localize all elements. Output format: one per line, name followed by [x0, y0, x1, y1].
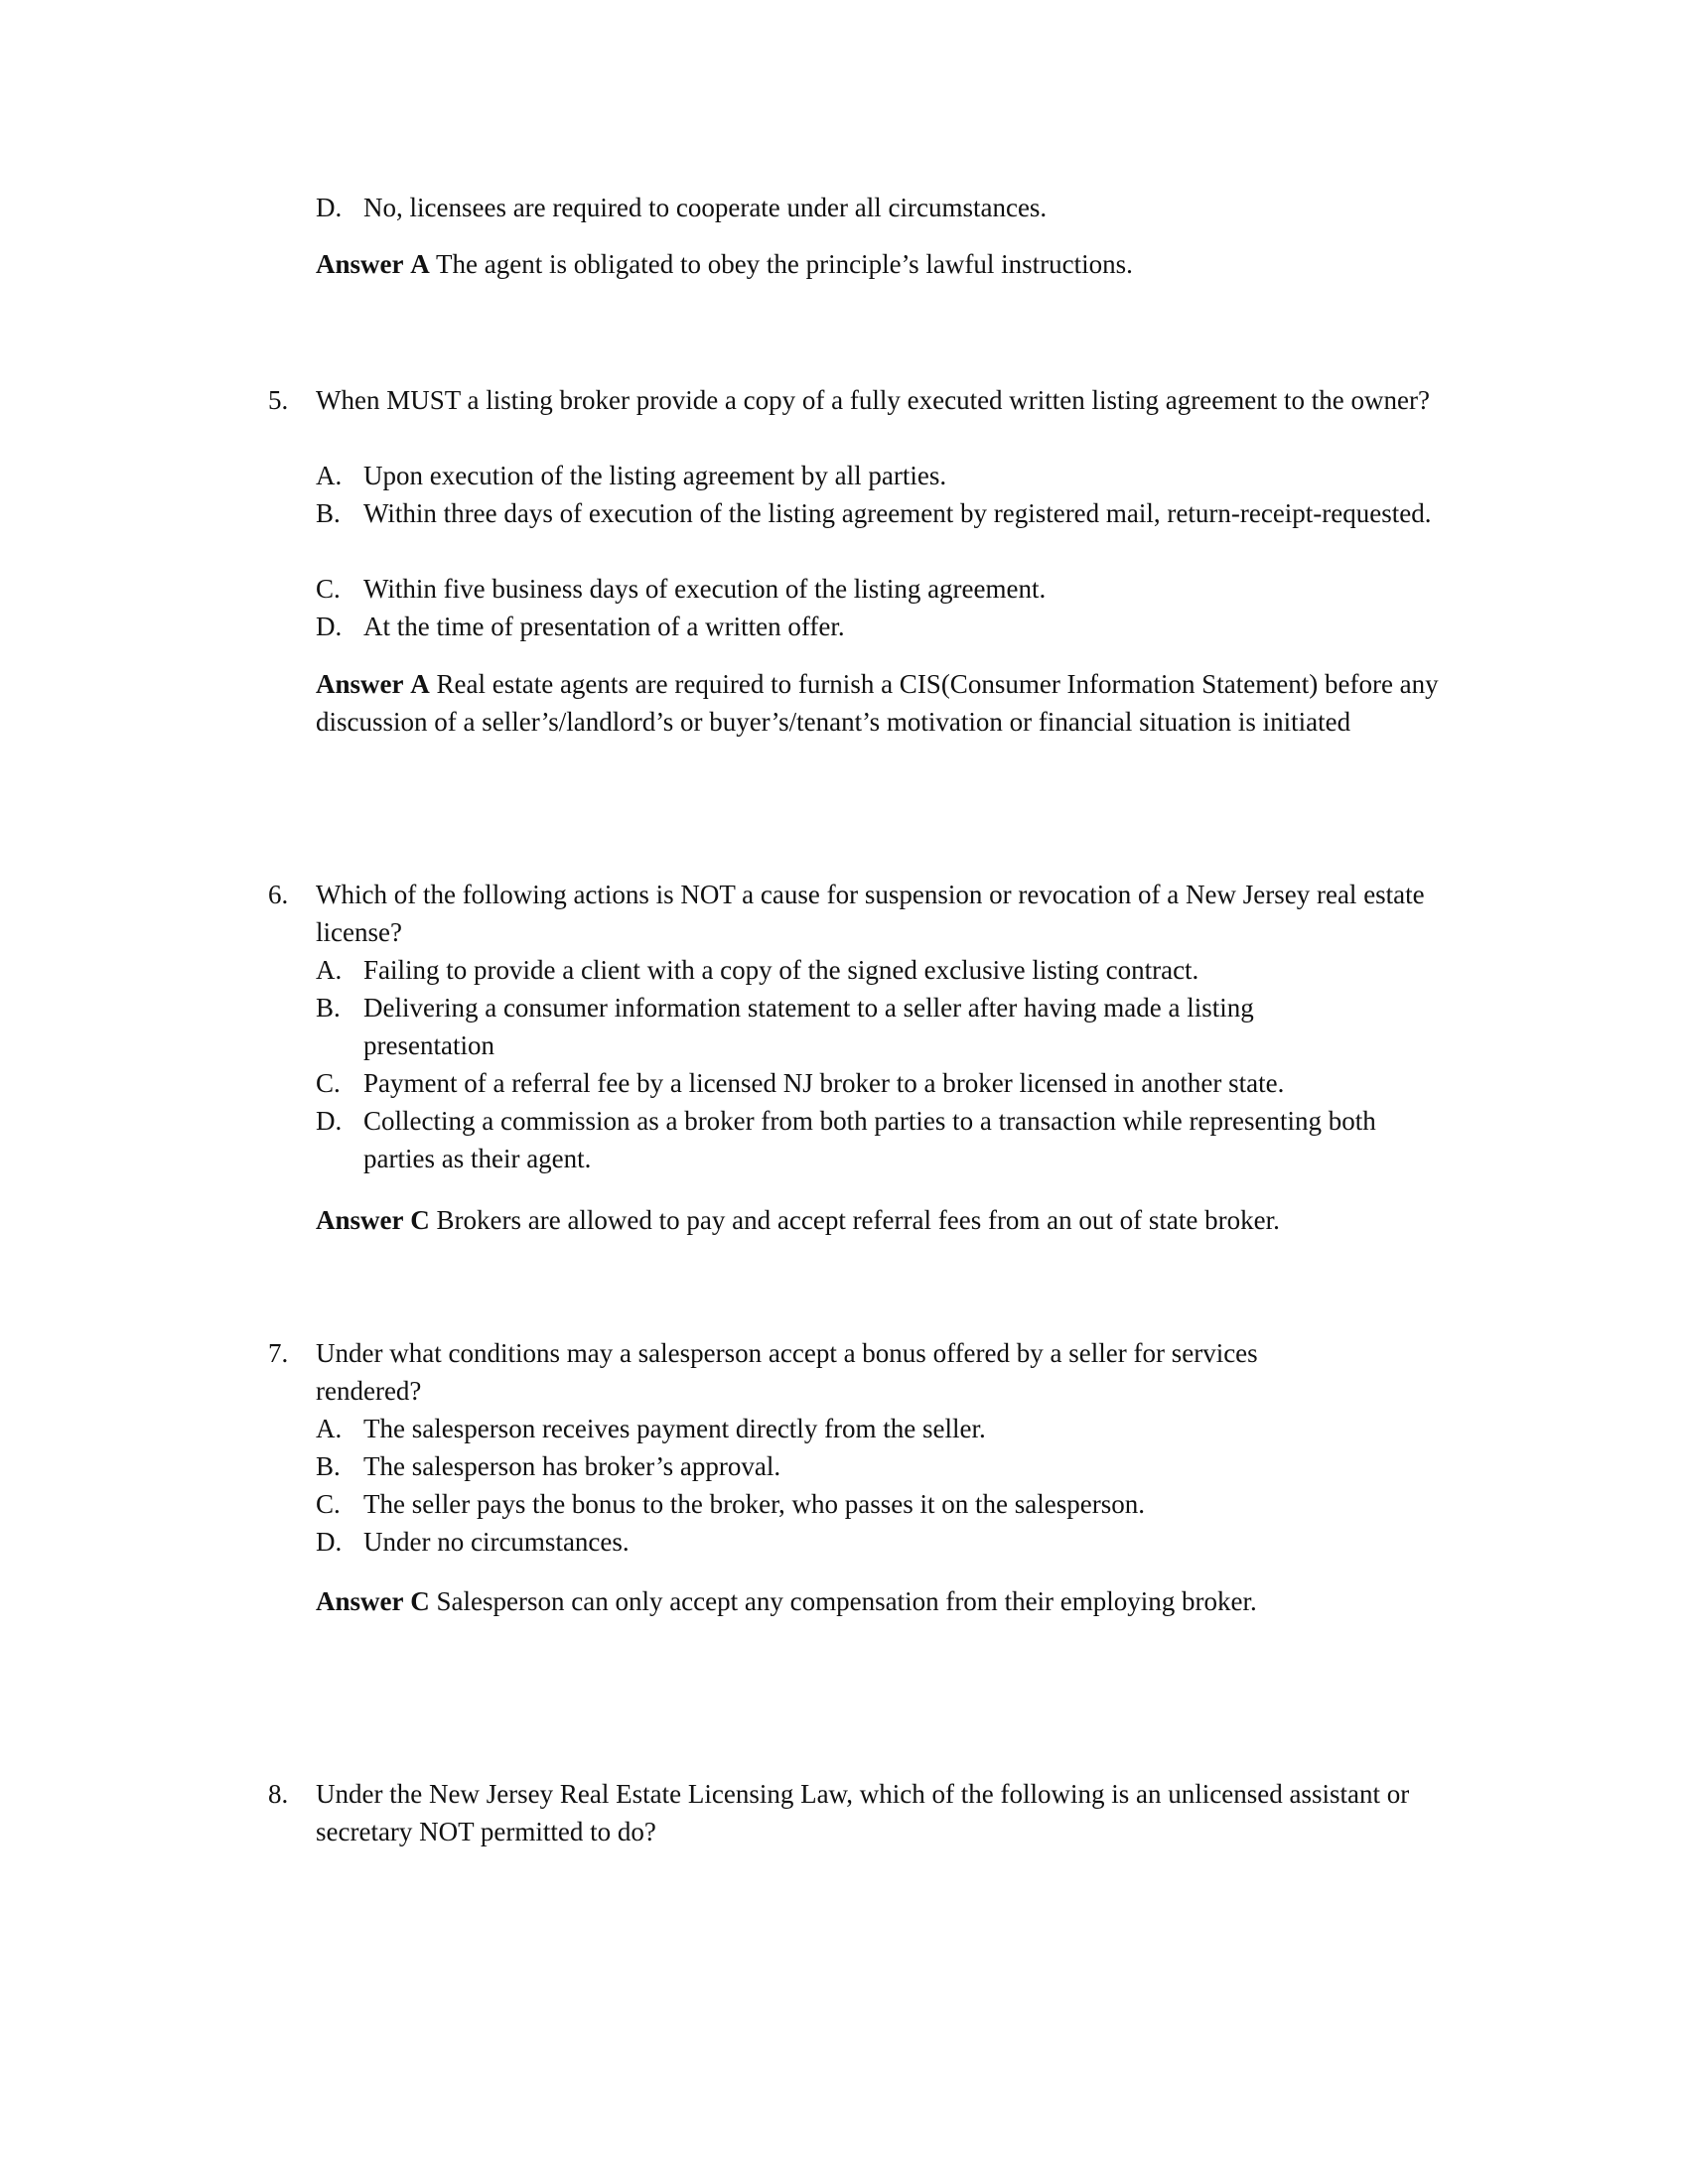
question-text: Under the New Jersey Real Estate Licensing Law, which of the following is an unlicensed assistant or secretary NOT permitted to do?: [316, 1779, 1410, 1846]
option-text: The salesperson has broker’s approval.: [363, 1451, 781, 1481]
question-number: 8.: [268, 1779, 289, 1809]
option-letter: B.: [316, 498, 341, 528]
option-text: Payment of a referral fee by a licensed NJ broker to a broker licensed in another state.: [363, 1068, 1285, 1098]
answer-explanation: The agent is obligated to obey the principle’s lawful instructions.: [436, 249, 1133, 279]
option-text: Delivering a consumer information statement to a seller after having made a listing presentation: [363, 993, 1254, 1060]
question-number: 5.: [268, 385, 289, 415]
option-text: At the time of presentation of a written offer.: [363, 612, 845, 641]
option-text: The salesperson receives payment directly from the seller.: [363, 1414, 986, 1443]
option-letter: C.: [316, 574, 341, 604]
answer-line: [316, 1582, 1448, 1620]
option-text: No, licensees are required to cooperate under all circumstances.: [363, 193, 1048, 222]
answer-label: Answer: [316, 669, 404, 699]
answer-label: Answer: [316, 249, 404, 279]
option-text: Upon execution of the listing agreement by all parties.: [363, 461, 947, 490]
option-text: Within three days of execution of the listing agreement by registered mail, return-receipt-requested.: [363, 498, 1432, 528]
option-letter: A.: [316, 461, 343, 490]
option-letter: D.: [316, 1527, 343, 1557]
option-letter: D.: [316, 612, 343, 641]
question-text: When MUST a listing broker provide a copy of a fully executed written listing agreement to the owner?: [316, 385, 1430, 415]
option-letter: B.: [316, 993, 341, 1023]
answer-label: Answer: [316, 1586, 404, 1616]
answer-key: A: [410, 249, 430, 279]
option-letter: A.: [316, 1414, 343, 1443]
question-text: Under what conditions may a salesperson accept a bonus offered by a seller for services rendered?: [316, 1338, 1258, 1406]
question-text: Which of the following actions is NOT a cause for suspension or revocation of a New Jersey real estate license?: [316, 880, 1425, 947]
answer-key: A: [410, 669, 430, 699]
option-letter: C.: [316, 1489, 341, 1519]
answer-line: [316, 245, 1448, 283]
option-letter: C.: [316, 1068, 341, 1098]
option-letter: D.: [316, 193, 343, 222]
option-letter: B.: [316, 1451, 341, 1481]
option-text: Under no circumstances.: [363, 1527, 630, 1557]
question-number: 7.: [268, 1338, 289, 1368]
answer-key: C: [410, 1205, 430, 1235]
option-text: The seller pays the bonus to the broker, who passes it on the salesperson.: [363, 1489, 1145, 1519]
option-letter: A.: [316, 955, 343, 985]
option-text: Collecting a commission as a broker from both parties to a transaction while representing both parties as their agent.: [363, 1106, 1376, 1173]
option-letter: D.: [316, 1106, 343, 1136]
answer-key: C: [410, 1586, 430, 1616]
answer-explanation: Real estate agents are required to furnish a CIS(Consumer Information Statement) before any discussion of a seller’s/landlord’s or buyer’s/tenant’s motivation or financial situation is initiated: [316, 669, 1439, 737]
option-text: Failing to provide a client with a copy of the signed exclusive listing contract.: [363, 955, 1199, 985]
option-text: Within five business days of execution of the listing agreement.: [363, 574, 1047, 604]
answer-explanation: Brokers are allowed to pay and accept referral fees from an out of state broker.: [436, 1205, 1280, 1235]
answer-explanation: Salesperson can only accept any compensation from their employing broker.: [436, 1586, 1257, 1616]
answer-line: [316, 1201, 1448, 1239]
answer-label: Answer: [316, 1205, 404, 1235]
answer-line: [316, 665, 1448, 741]
question-number: 6.: [268, 880, 289, 909]
